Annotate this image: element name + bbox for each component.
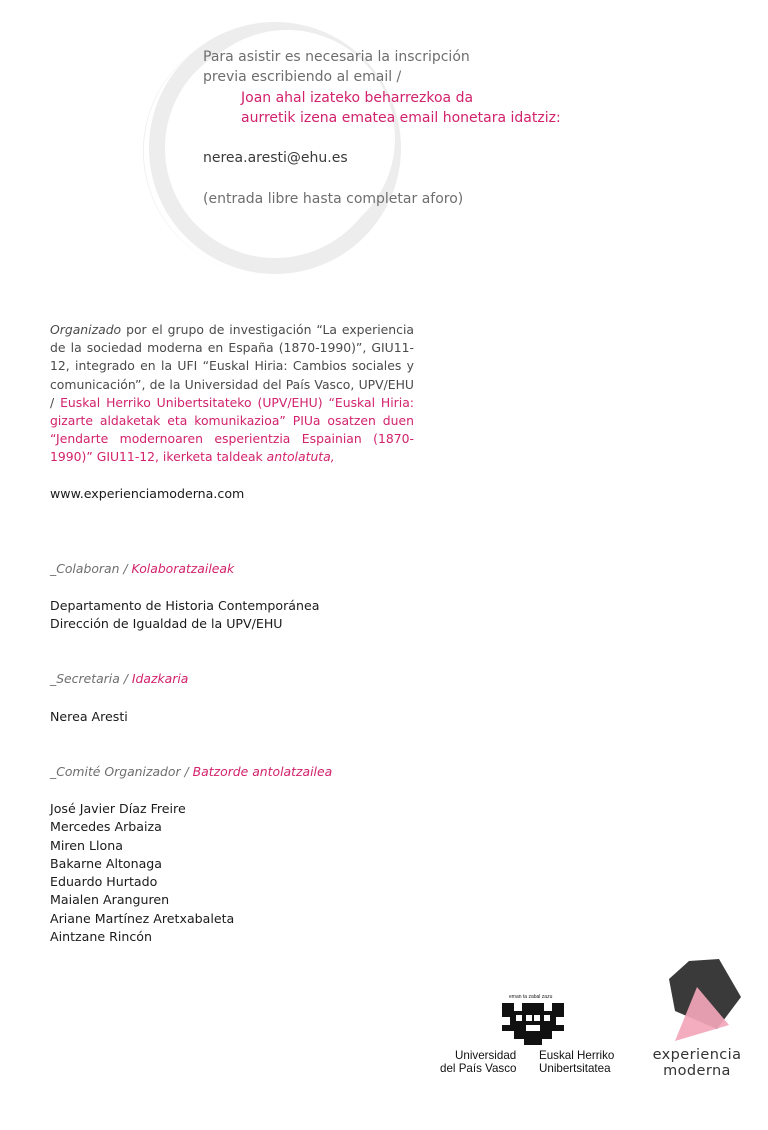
comite-members: [50, 800, 234, 946]
comite-heading-es: _Comité Organizador /: [50, 764, 193, 779]
experiencia-moderna-text-2: moderna: [663, 1063, 731, 1079]
free-entry-note: (entrada libre hasta completar aforo): [203, 191, 464, 207]
secretaria-heading: [50, 671, 188, 686]
invitation-es-line-1: Para asistir es necesaria la inscripción: [203, 49, 470, 65]
comite-member: Ariane Martínez Aretxabaleta: [50, 910, 235, 926]
comite-member: Eduardo Hurtado: [50, 874, 158, 890]
secretaria-heading-eu: Idazkaria: [131, 671, 189, 686]
colaboran-heading: [50, 561, 234, 576]
invitation-eu-line-2: aurretik izena ematea email honetara idatziz:: [241, 110, 561, 126]
upv-name-eu-1: Euskal Herriko: [539, 1049, 615, 1062]
invitation-eu-line-1: Joan ahal izateko beharrezkoa da: [241, 90, 474, 106]
upv-emblem-icon: [502, 1001, 564, 1045]
upv-name-es-1: Universidad: [455, 1049, 517, 1062]
comite-member: Maialen Aranguren: [50, 892, 170, 908]
organized-es-text: por el grupo de investigación “La experiencia de la sociedad moderna en España (1870-1990)”, GIU11-12, integrado en la UFI “Euskal Hiria: Cambios sociales y comunicación”, de la Universidad del País Vasco, UPV/EHU /: [50, 322, 414, 410]
organized-eu-italic: antolatuta,: [266, 449, 335, 465]
upv-ehu-logo: [438, 992, 628, 1082]
colaborador-item: Dirección de Igualdad de la UPV/EHU: [50, 616, 283, 632]
experiencia-moderna-logo: [645, 955, 750, 1085]
upv-motto: eman ta zabal zazu: [509, 994, 553, 1000]
colaboran-heading-eu: Kolaboratzaileak: [131, 561, 235, 576]
organizer-paragraph: [50, 321, 414, 467]
comite-member: José Javier Díaz Freire: [50, 801, 186, 816]
comite-member: Miren Llona: [50, 837, 123, 853]
colaboran-heading-es: _Colaboran /: [50, 561, 132, 576]
experiencia-moderna-shape-icon: [667, 957, 743, 1043]
organized-lead: Organizado: [50, 322, 122, 337]
comite-member: Aintzane Rincón: [50, 929, 152, 945]
colaboran-list: [50, 597, 319, 634]
secretaria-name: Nerea Aresti: [50, 709, 128, 724]
contact-email[interactable]: nerea.aresti@ehu.es: [203, 150, 348, 166]
colaborador-item: Departamento de Historia Contemporánea: [50, 598, 320, 613]
comite-member: Bakarne Altonaga: [50, 855, 163, 871]
invitation-es-line-2: previa escribiendo al email /: [203, 69, 402, 85]
upv-name-eu-2: Unibertsitatea: [539, 1062, 611, 1075]
comite-heading: [50, 764, 332, 779]
organized-eu-text: Euskal Herriko Unibertsitateko (UPV/EHU) “Euskal Hiria: gizarte aldaketak eta komunikazioa” PIUa osatzen duen “Jendarte modernoaren esperientzia Espainian (1870-1990)” GIU11-12, ikerketa taldeak: [50, 394, 414, 465]
comite-member: Mercedes Arbaiza: [50, 819, 162, 835]
secretaria-heading-es: _Secretaria /: [50, 671, 132, 686]
comite-heading-eu: Batzorde antolatzailea: [192, 764, 333, 779]
upv-name-es-2: del País Vasco: [440, 1062, 517, 1075]
experiencia-moderna-text-1: experiencia: [652, 1047, 742, 1063]
website-link[interactable]: www.experienciamoderna.com: [50, 486, 245, 501]
